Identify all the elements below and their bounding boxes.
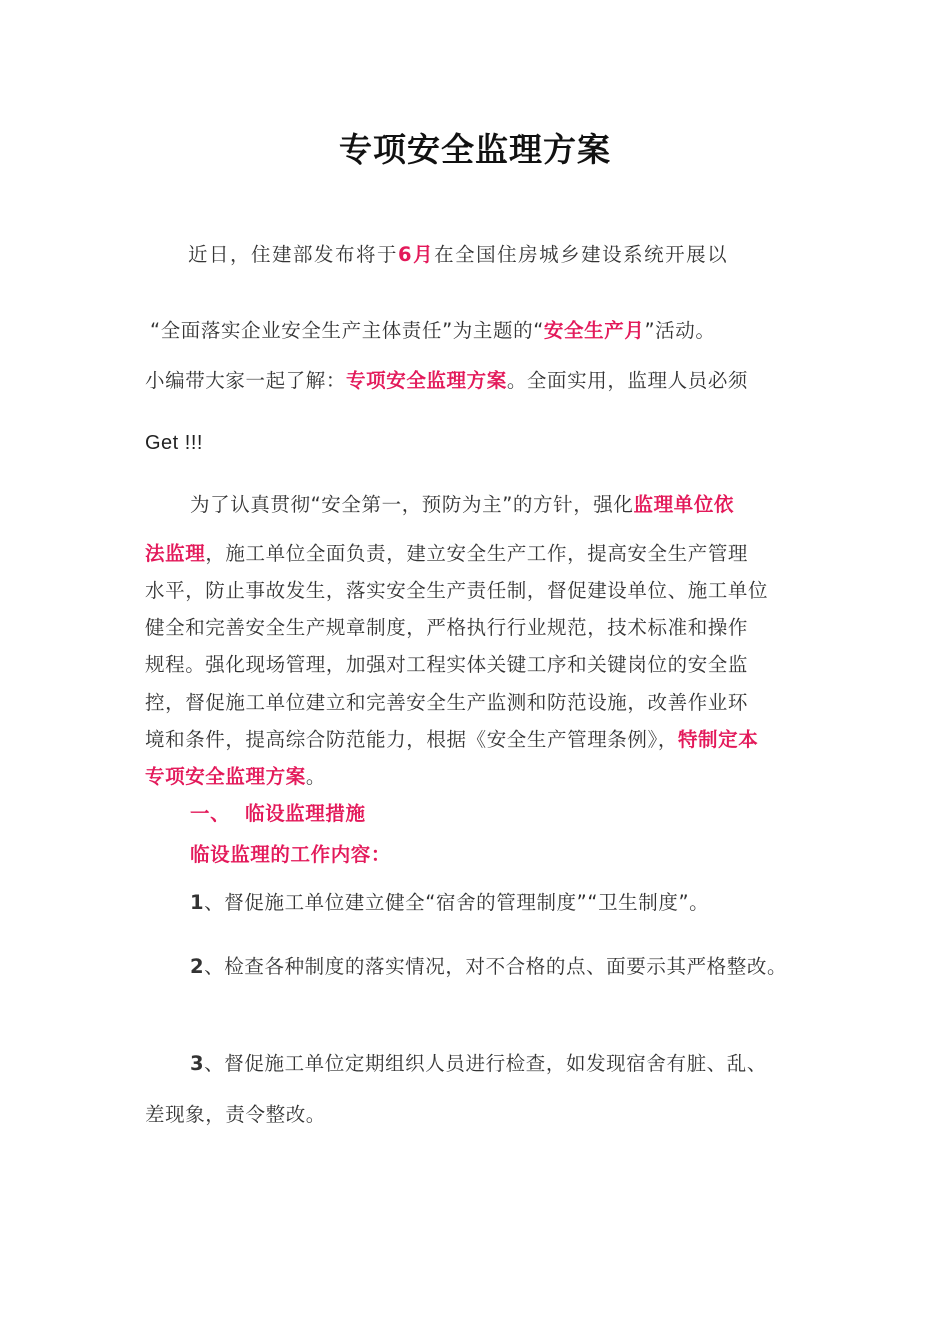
highlight-plan-title-2: 专项安全监理方案 bbox=[145, 765, 306, 788]
body-line-3: 水平，防止事故发生，落实安全生产责任制，督促建设单位、施工单位 bbox=[145, 579, 769, 602]
item-number: 2 bbox=[190, 955, 205, 978]
body-line-8: 专项安全监理方案。 bbox=[145, 765, 326, 788]
item-number: 3 bbox=[190, 1052, 205, 1075]
body-line-2: 法监理，施工单位全面负责，建立安全生产工作，提高安全生产管理 bbox=[145, 542, 749, 565]
body-line-5: 规程。强化现场管理，加强对工程实体关键工序和关键岗位的安全监 bbox=[145, 653, 749, 676]
body-line-1: 为了认真贯彻“安全第一，预防为主”的方针，强化监理单位依 bbox=[190, 493, 735, 516]
list-item-continuation: 差现象，责令整改。 bbox=[145, 1103, 326, 1126]
document-title: 专项安全监理方案 bbox=[339, 130, 611, 169]
highlight-plan-title: 专项安全监理方案 bbox=[346, 369, 507, 392]
highlight-month: 6月 bbox=[398, 243, 435, 266]
list-item: 2、检查各种制度的落实情况，对不合格的点、面要示其严格整改。 bbox=[190, 955, 788, 978]
highlight-safety-month: 安全生产月 bbox=[543, 319, 645, 342]
intro-line-4: Get !!! bbox=[145, 432, 203, 454]
item-number: 1 bbox=[190, 891, 205, 914]
highlight-formulate: 特制定本 bbox=[677, 728, 759, 751]
body-line-7: 境和条件，提高综合防范能力，根据《安全生产管理条例》，特制定本 bbox=[145, 728, 759, 751]
highlight-supervision-cont: 法监理 bbox=[145, 542, 206, 565]
body-line-4: 健全和完善安全生产规章制度，严格执行行业规范，技术标准和操作 bbox=[145, 616, 749, 639]
section-heading: 一、 临设监理措施 bbox=[190, 802, 366, 825]
list-item: 1、督促施工单位建立健全“宿舍的管理制度”“卫生制度”。 bbox=[190, 891, 710, 914]
body-line-6: 控，督促施工单位建立和完善安全生产监测和防范设施，改善作业环 bbox=[145, 691, 749, 714]
intro-line-2: “全面落实企业安全生产主体责任”为主题的“安全生产月”活动。 bbox=[150, 319, 716, 342]
intro-line-3: 小编带大家一起了解：专项安全监理方案。全面实用，监理人员必须 bbox=[145, 369, 749, 392]
section-subheading: 临设监理的工作内容： bbox=[190, 843, 392, 866]
list-item: 3、督促施工单位定期组织人员进行检查，如发现宿舍有脏、乱、 bbox=[190, 1052, 767, 1075]
highlight-supervision: 监理单位依 bbox=[633, 493, 735, 516]
intro-line-1: 近日，住建部发布将于6月在全国住房城乡建设系统开展以 bbox=[188, 243, 729, 266]
